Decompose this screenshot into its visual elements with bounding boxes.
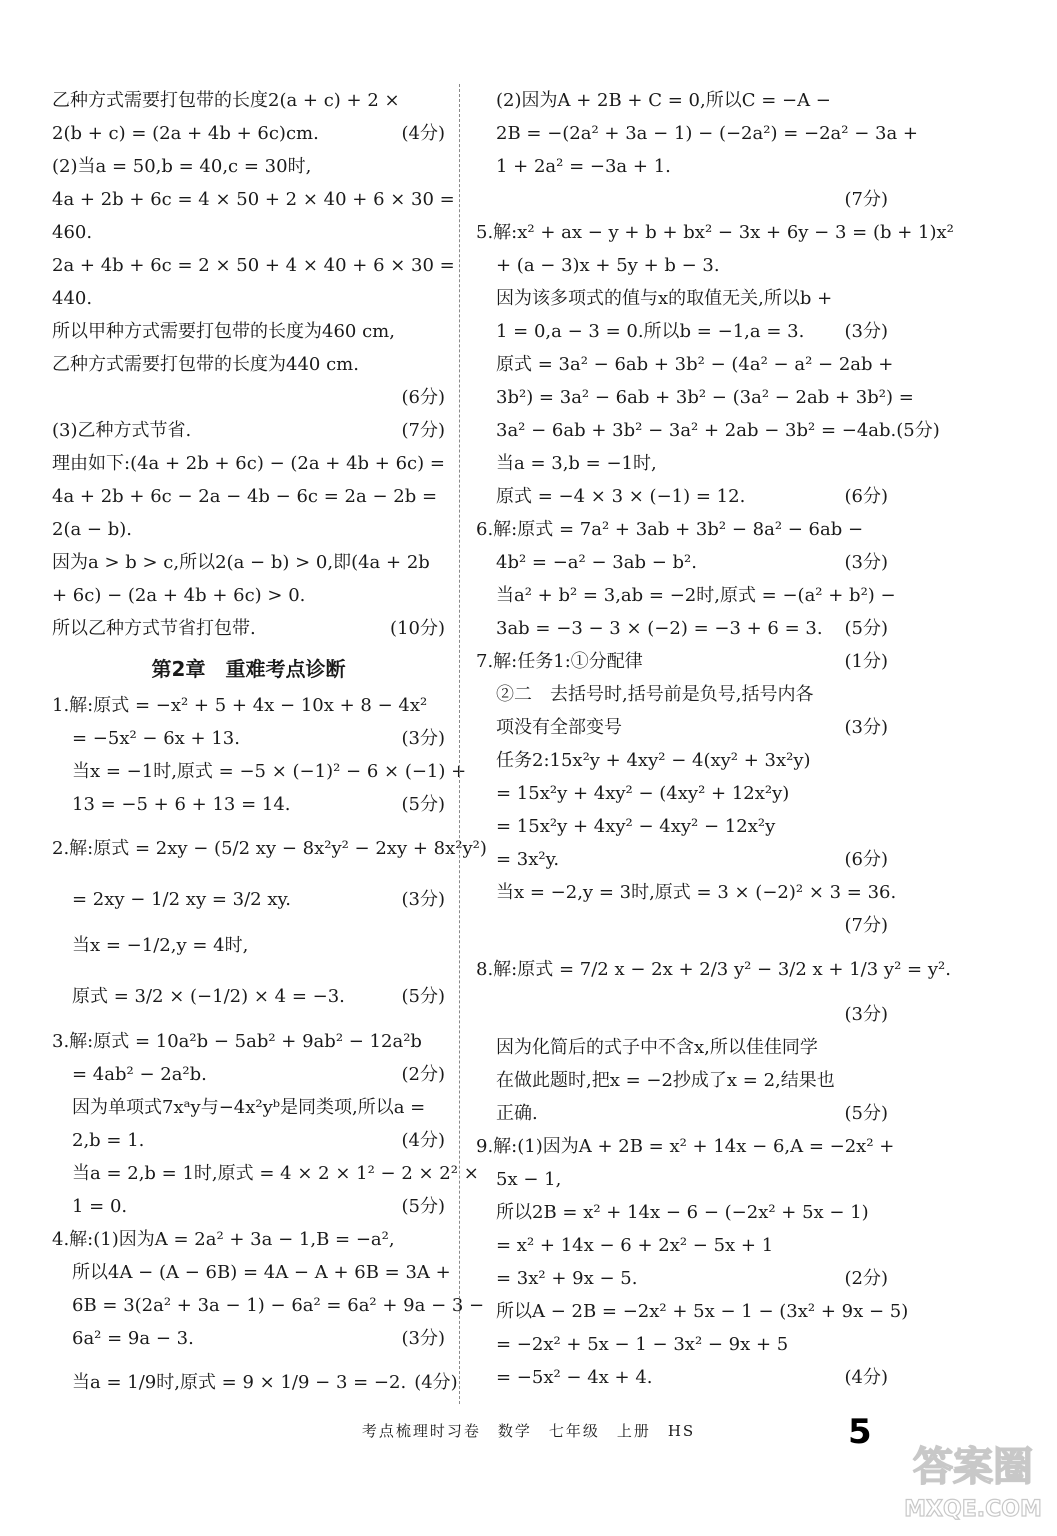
left-line <box>52 183 455 216</box>
left2-line <box>52 1223 445 1256</box>
left-line <box>52 546 445 579</box>
left-line-text: 所以乙种方式节省打包带. <box>52 618 256 639</box>
left2-line-score: (4分) <box>401 1130 445 1151</box>
right-line <box>476 711 888 744</box>
left2-line-text: 2,b = 1. <box>72 1130 145 1151</box>
left2-line-text: 当x = −1/2,y = 4时, <box>72 935 249 956</box>
right-line <box>476 1361 888 1394</box>
right-line-text: = 3x² + 9x − 5. <box>496 1268 638 1289</box>
left-line-text: 乙种方式需要打包带的长度2(a + c) + 2 × <box>52 90 400 111</box>
right-line <box>476 282 888 315</box>
left-line-text: 4a + 2b + 6c − 2a − 4b − 6c = 2a − 2b = <box>52 486 438 507</box>
left-line <box>52 84 445 117</box>
left-line <box>52 117 445 150</box>
left2-line-text: 1.解:原式 = −x² + 5 + 4x − 10x + 8 − 4x² <box>52 695 428 716</box>
left-line <box>52 612 445 645</box>
right-line-text: = −5x² − 4x + 4. <box>496 1367 653 1388</box>
left-line-text: 2a + 4b + 6c = 2 × 50 + 4 × 40 + 6 × 30 = <box>52 255 455 276</box>
right-line <box>476 777 888 810</box>
left2-line-text: 所以4A − (A − 6B) = 4A − A + 6B = 3A + <box>72 1262 451 1283</box>
right-line-text: 7.解:任务1:①分配律 <box>476 651 643 672</box>
right-line-text: 因为该多项式的值与x的取值无关,所以b + <box>496 288 833 309</box>
left2-line <box>52 969 445 1025</box>
right-line-text: 正确. <box>496 1103 538 1124</box>
right-line <box>476 414 940 447</box>
right-line <box>476 315 888 348</box>
left2-line-text: 因为单项式7xᵃy与−4x²yᵇ是同类项,所以a = <box>72 1097 426 1118</box>
left2-line-score: (3分) <box>401 1328 445 1349</box>
chapter-title: 第2章 重难考点诊断 <box>151 657 346 681</box>
right-line-score: (2分) <box>844 1268 888 1289</box>
right-line-text: 3b²) = 3a² − 6ab + 3b² − (3a² − 2ab + 3b²) = <box>496 387 914 408</box>
right-line-score: (1分) <box>844 651 888 672</box>
right-line-text: 6.解:原式 = 7a² + 3ab + 3b² − 8a² − 6ab − <box>476 519 864 540</box>
left-column <box>52 84 487 1411</box>
left2-line-score: (2分) <box>401 1064 445 1085</box>
left2-line <box>52 1190 445 1223</box>
right-line <box>476 480 888 513</box>
right-line-text: 当a = 3,b = −1时, <box>496 453 657 474</box>
left2-line <box>52 689 445 722</box>
left2-line <box>52 788 445 821</box>
left-line-text: (3)乙种方式节省. <box>52 420 192 441</box>
left-line-text: (2)当a = 50,b = 40,c = 30时, <box>52 156 312 177</box>
left2-line-text: 当a = 2,b = 1时,原式 = 4 × 2 × 1² − 2 × 2² × <box>72 1163 479 1184</box>
right-line <box>476 843 888 876</box>
right-line-text: 在做此题时,把x = −2抄成了x = 2,结果也 <box>496 1070 835 1091</box>
left2-line <box>52 877 445 923</box>
right-line-score: (7分) <box>844 915 888 936</box>
footer-text: 考点梳理时习卷 数学 七年级 上册 HS <box>361 1422 696 1440</box>
right-line <box>476 1097 888 1130</box>
left2-line-score: (5分) <box>401 794 445 815</box>
left-line-text: 2(b + c) = (2a + 4b + 6c)cm. <box>52 123 319 144</box>
watermark-text: 答案圈 <box>913 1444 1033 1490</box>
right-line-text: 4b² = −a² − 3ab − b². <box>496 552 697 573</box>
right-line-text: + (a − 3)x + 5y + b − 3. <box>496 255 720 276</box>
left2-line-text: 当x = −1时,原式 = −5 × (−1)² − 6 × (−1) + <box>72 761 467 782</box>
left-line-text: 所以甲种方式需要打包带的长度为460 cm, <box>52 321 395 342</box>
left2-line-text: 6a² = 9a − 3. <box>72 1328 194 1349</box>
right-line-score: (6分) <box>844 486 888 507</box>
right-line <box>476 1229 888 1262</box>
left-line-score: (4分) <box>401 123 445 144</box>
right-line-text: = −2x² + 5x − 1 − 3x² − 9x + 5 <box>496 1334 789 1355</box>
left-line-text: + 6c) − (2a + 4b + 6c) > 0. <box>52 585 306 606</box>
left2-line-text: = 4ab² − 2a²b. <box>72 1064 207 1085</box>
right-line <box>476 645 888 678</box>
left2-line-text: = −5x² − 6x + 13. <box>72 728 240 749</box>
left2-line-text: 当a = 1/9时,原式 = 9 × 1/9 − 3 = −2. <box>72 1372 407 1393</box>
right-line <box>476 249 888 282</box>
left-line-score: (7分) <box>401 420 445 441</box>
right-line-text: ②二 去括号时,括号前是负号,括号内各 <box>496 684 814 705</box>
right-line-text: = 15x²y + 4xy² − 4xy² − 12x²y <box>496 816 776 837</box>
right-line-score: (3分) <box>844 1004 888 1025</box>
right-line-score: (6分) <box>844 849 888 870</box>
left2-line <box>52 1091 445 1124</box>
column-divider <box>459 84 460 1404</box>
right-line-text: 5x − 1, <box>496 1169 562 1190</box>
right-line <box>476 546 888 579</box>
right-line <box>476 84 888 117</box>
left-line-text: 理由如下:(4a + 2b + 6c) − (2a + 4b + 6c) = <box>52 453 445 474</box>
left-line-text: 440. <box>52 288 93 309</box>
right-block <box>476 84 954 1394</box>
right-line <box>476 381 914 414</box>
right-line-text: = 15x²y + 4xy² − (4xy² + 12x²y) <box>496 783 790 804</box>
left2-line-score: (5分) <box>401 986 445 1007</box>
right-line <box>476 1262 888 1295</box>
left-line-score: (6分) <box>401 387 445 408</box>
page-number: 5 <box>848 1412 872 1452</box>
left-line <box>52 381 445 414</box>
left2-line <box>52 1058 445 1091</box>
right-line-text: 所以A − 2B = −2x² + 5x − 1 − (3x² + 9x − 5) <box>496 1301 909 1322</box>
right-line <box>476 678 888 711</box>
right-line-text: 原式 = −4 × 3 × (−1) = 12. <box>496 486 746 507</box>
left-line-text: 乙种方式需要打包带的长度为440 cm. <box>52 354 359 375</box>
right-line <box>476 1196 888 1229</box>
right-line <box>476 1328 888 1361</box>
right-line <box>476 579 896 612</box>
right-line-text: 2B = −(2a² + 3a − 1) − (−2a²) = −2a² − 3a + <box>496 123 918 144</box>
left-block-continuation <box>52 84 455 645</box>
right-line-text: 1 + 2a² = −3a + 1. <box>496 156 671 177</box>
left2-line-text: 2.解:原式 = 2xy − (5/2 xy − 8x²y² − 2xy + 8x²y²) <box>52 838 487 859</box>
left2-line <box>52 1322 445 1355</box>
right-line-score: (3分) <box>844 717 888 738</box>
right-line-text: 原式 = 3a² − 6ab + 3b² − (4a² − a² − 2ab + <box>496 354 894 375</box>
right-line <box>476 447 888 480</box>
left2-line-text: 原式 = 3/2 × (−1/2) × 4 = −3. <box>72 986 345 1007</box>
left2-line <box>52 1289 485 1322</box>
right-column <box>476 84 954 1394</box>
right-line <box>476 348 894 381</box>
left2-line-text: 1 = 0. <box>72 1196 128 1217</box>
right-line-text: 1 = 0,a − 3 = 0.所以b = −1,a = 3. <box>496 321 805 342</box>
left2-line-text: = 2xy − 1/2 xy = 3/2 xy. <box>72 889 291 910</box>
right-line <box>476 150 888 183</box>
left-line <box>52 348 445 381</box>
left-line <box>52 315 445 348</box>
left2-line-score: (4分) <box>414 1372 458 1393</box>
left-line <box>52 414 445 447</box>
right-line <box>476 1295 909 1328</box>
left-line-score: (10分) <box>390 618 445 639</box>
right-line-text: 所以2B = x² + 14x − 6 − (−2x² + 5x − 1) <box>496 1202 869 1223</box>
right-line <box>476 909 888 942</box>
right-line-text: 3a² − 6ab + 3b² − 3a² + 2ab − 3b² = −4ab.(5分) <box>496 420 940 441</box>
left2-line-text: 4.解:(1)因为A = 2a² + 3a − 1,B = −a², <box>52 1229 395 1250</box>
left-line <box>52 480 445 513</box>
right-line <box>476 1130 895 1163</box>
right-line-text: (2)因为A + 2B + C = 0,所以C = −A − <box>496 90 831 111</box>
right-line-score: (5分) <box>844 618 888 639</box>
right-line <box>476 216 954 249</box>
left2-line <box>52 1256 451 1289</box>
left-line-text: 4a + 2b + 6c = 4 × 50 + 2 × 40 + 6 × 30 = <box>52 189 455 210</box>
left2-line <box>52 1157 479 1190</box>
right-line-text: 9.解:(1)因为A + 2B = x² + 14x − 6,A = −2x² + <box>476 1136 895 1157</box>
right-line-score: (4分) <box>844 1367 888 1388</box>
left2-line <box>52 1355 458 1411</box>
left2-line-score: (3分) <box>401 728 445 749</box>
right-line <box>476 183 888 216</box>
right-line-text: 8.解:原式 = 7/2 x − 2x + 2/3 y² − 3/2 x + 1/3 y² = y². <box>476 959 951 980</box>
left2-line <box>52 1124 445 1157</box>
left2-line <box>52 755 467 788</box>
right-line <box>476 1163 888 1196</box>
left-line-text: 2(a − b). <box>52 519 132 540</box>
left-line <box>52 282 445 315</box>
watermark-subtext: MXQE.COM <box>904 1497 1042 1522</box>
right-line <box>476 998 888 1031</box>
right-line-text: 因为化简后的式子中不含x,所以佳佳同学 <box>496 1037 818 1058</box>
right-line-text: 当x = −2,y = 3时,原式 = 3 × (−2)² × 3 = 36. <box>496 882 897 903</box>
left2-line-text: 3.解:原式 = 10a²b − 5ab² + 9ab² − 12a²b <box>52 1031 422 1052</box>
right-line <box>476 513 888 546</box>
left-line <box>52 249 455 282</box>
left-line <box>52 216 445 249</box>
right-line <box>476 810 888 843</box>
left-line-text: 460. <box>52 222 93 243</box>
right-line <box>476 744 888 777</box>
left-block-chapter2 <box>52 689 487 1411</box>
right-line-text: = x² + 14x − 6 + 2x² − 5x + 1 <box>496 1235 774 1256</box>
right-line-text: 任务2:15x²y + 4xy² − 4(xy² + 3x²y) <box>496 750 811 771</box>
right-line-score: (5分) <box>844 1103 888 1124</box>
right-line-text: = 3x²y. <box>496 849 560 870</box>
watermark-logo <box>898 1430 1048 1526</box>
left2-line-text: 13 = −5 + 6 + 13 = 14. <box>72 794 291 815</box>
right-line <box>476 1064 888 1097</box>
left2-line <box>52 1025 445 1058</box>
right-line-text: 3ab = −3 − 3 × (−2) = −3 + 6 = 3. <box>496 618 823 639</box>
right-line <box>476 117 918 150</box>
left-line-text: 因为a > b > c,所以2(a − b) > 0,即(4a + 2b <box>52 552 430 573</box>
right-line-text: 当a² + b² = 3,ab = −2时,原式 = −(a² + b²) − <box>496 585 896 606</box>
left2-line <box>52 923 445 969</box>
right-line-score: (3分) <box>844 321 888 342</box>
right-line-text: 5.解:x² + ax − y + b + bx² − 3x + 6y − 3 = (b + 1)x² <box>476 222 954 243</box>
right-line <box>476 612 888 645</box>
right-line <box>476 942 951 998</box>
left-line <box>52 513 445 546</box>
left-line <box>52 579 445 612</box>
left2-line <box>52 821 487 877</box>
left2-line-score: (5分) <box>401 1196 445 1217</box>
left-line <box>52 150 445 183</box>
right-line-score: (7分) <box>844 189 888 210</box>
left2-line <box>52 722 445 755</box>
right-line-score: (3分) <box>844 552 888 573</box>
left-line <box>52 447 445 480</box>
right-line <box>476 876 897 909</box>
right-line <box>476 1031 888 1064</box>
right-line-text: 项没有全部变号 <box>496 717 622 738</box>
left2-line-text: 6B = 3(2a² + 3a − 1) − 6a² = 6a² + 9a − 3 − <box>72 1295 485 1316</box>
left2-line-score: (3分) <box>401 889 445 910</box>
